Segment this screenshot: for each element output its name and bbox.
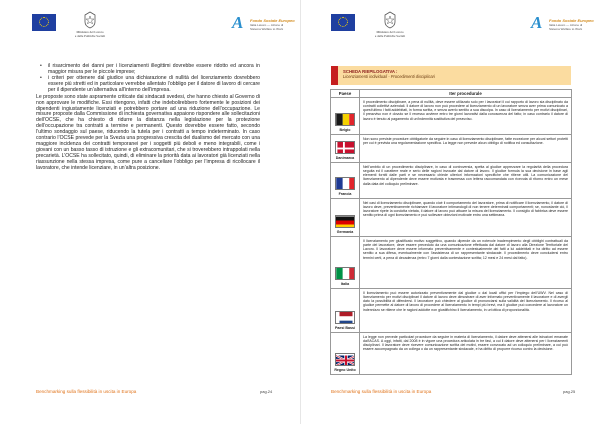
- republic-caption-line-2: e delle Politiche Sociali: [74, 33, 106, 38]
- republic-emblem-logo: [83, 11, 97, 29]
- uk-flag-icon: [335, 353, 355, 366]
- column-header-country: Paese: [331, 90, 360, 98]
- denmark-flag-icon: [335, 141, 355, 154]
- country-cell: [331, 237, 360, 289]
- left-body-text: [36, 64, 260, 172]
- italy-flag-icon: [335, 267, 355, 280]
- ao-logo-name: Fondo Sociale Europeo: [549, 18, 594, 23]
- republic-caption-line-2: e delle Politiche Sociali: [374, 33, 406, 38]
- table-row: [331, 333, 572, 375]
- republic-caption: [355, 31, 425, 39]
- country-name: Danimarca: [335, 156, 355, 160]
- table-row: [331, 237, 572, 289]
- country-cell: [331, 333, 360, 375]
- procedure-text: Non sono previste procedure obbligatorie da seguire in caso di licenziamento disciplinare, fatte eccezione per alcuni settori protetti per cui è prevista una regolamentazione specifica. La legge non prevede alcun obbligo di notifica ed consultazione.: [360, 135, 572, 163]
- country-cell: [331, 289, 360, 333]
- belgium-flag-icon: [335, 113, 355, 126]
- country-name: Regno Unito: [334, 368, 356, 372]
- table-header-row: [331, 90, 572, 98]
- list-item: • i criteri per ottenere dal giudice una dichiarazione di nullità del licenziamento dovrebbero essere più stretti ed in particolare verrebbe allentato l’obbligo per il datore di lavoro di cercare per il dipendente un’alternativa all’interno dell’impresa.: [44, 76, 260, 94]
- table-row: [331, 163, 572, 199]
- page-number: pag.25: [563, 389, 576, 394]
- ao-logo-caption: Italia Lavoro — Azione di Sistema Welfare to Work: [549, 23, 583, 31]
- page-number: pag.24: [260, 389, 273, 394]
- procedure-text: Nei casi di licenziamento disciplinare, quando cioè il comportamento del lavoratore, prima di notificare il licenziamento, il datore di lavoro deve, preventivamente richiamare il lavoratore intimandogli di non tenere determinati comportamenti; se, nonostante ciò, il lavoratore ripete la condotta vietata, il datore di lavoro può attuare la misura del licenziamento. Il consiglio di fabbrica deve essere sentito prima di ogni licenziamento e può sollevare obiezioni motivate entro una settimana.: [360, 199, 572, 237]
- country-name: Italia: [340, 282, 350, 286]
- country-cell: [331, 199, 360, 237]
- republic-caption-line-1: Ministero del Lavoro: [76, 30, 104, 34]
- germany-flag-icon: [335, 215, 355, 228]
- republic-caption-line-1: Ministero del Lavoro: [376, 30, 404, 34]
- eu-flag-logo: [32, 14, 56, 31]
- procedure-text: La legge non prevede particolari procedure da seguire in materia di licenziamento, il datore deve attenersi alle istruzioni emanate dall’ACAS. A oggi, infatti, dal 2008 è in vigore una procedura articolata in tre fasi, a cui il datore deve attenersi per i licenziamenti disciplinari. Il lavoratore deve ricevere comunicazione scritta dei motivi, essere convocato ad un colloquio preliminare, a cui può essere accompagnato da un collega o da un rappresentante sindacale, e ha diritto di proporre ricorso contro la decisione.: [360, 333, 572, 375]
- netherlands-flag-icon: [335, 311, 355, 324]
- body-paragraph: Le proposte sono state aspramente criticate dai sindacati svedesi, che hanno chiesto al Governo di non approvare le modifiche. Essi ritengono, infatti che indebolirebbero fortemente le posizioni dei dipendenti ingiustamente licenziati e potrebbero portare ad una riduzione dell’occupazione. Le misure proposte dalla Commissione di inchiesta governativa appaiono rispondere alle sollecitazioni dell’OCSE, che ha chiesto di ridurre la distanza nella legislazione per la protezione dell’occupazione tra contratti a termine e permanenti. Questo dovrebbe essere fatto, secondo l’ultimo sondaggio sul paese, riducendo la tutela per i contratti a tempo indeterminato. In caso contrario l’OCSE prevede per la Svezia una progressiva crescita del dualismo del mercato con una maggiore incidenza dei contratti temporanei per i soggetti più deboli e meno integrabili, come i giovani con un basso tasso di istruzione e gli extracomunitari, che si troverebbero intrappolati nella precarietà. L’OCSE ha sollecitato, quindi, di eliminare la priorità data ai lavoratori già licenziati nella riassunzione nella stessa impresa, come pure a cancellare l’obbligo per l’impresa di ricollocare il lavoratore, che intende licenziare, in un’altra posizione.: [36, 93, 260, 171]
- country-cell: [331, 163, 360, 199]
- ao-mark-icon: A: [232, 13, 243, 32]
- country-name: Germania: [336, 230, 354, 234]
- ao-mark-icon: A: [531, 13, 542, 32]
- list-item: • il risarcimento dei danni per i licenziamenti illegittimi dovrebbe essere ridotto ed ancora in maggior misura per le piccole imprese;: [44, 64, 260, 76]
- table-row: [331, 135, 572, 163]
- country-name: Paesi Bassi: [335, 326, 355, 330]
- table-row: [331, 98, 572, 135]
- table-row: [331, 199, 572, 237]
- republic-caption: [55, 31, 125, 39]
- country-cell: [331, 98, 360, 135]
- summary-sheet-header: [331, 66, 571, 85]
- table-row: [331, 289, 572, 333]
- country-name: Francia: [338, 192, 352, 196]
- ao-logo: [232, 13, 295, 39]
- procedure-text: Il licenziamento per giustificato motivo soggettivo, quando dipende da un notevole inadempimento degli obblighi contrattuali da parte del lavoratore, deve essere preceduto da una comunicazione effettuata dal datore di lavoro alla Direzione Territoriale del Lavoro. Il lavoratore deve essere informato preventivamente e contestualmente dei fatti a lui addebitati e ha diritto ad essere sentito a sua difesa, eventualmente con l’assistenza di un rappresentante sindacale. Il procedimento deve concludersi entro termini certi, a pena di decadenza (entro 7 giorni dalla contestazione scritta; 12 mesi e 24 mesi dal fatto).: [360, 237, 572, 289]
- sheet-subtitle: Licenziamenti individuali - Procedimenti disciplinari: [343, 74, 435, 79]
- procedure-text: Il licenziamento può essere autorizzato preventivamente dal giudice o dai locali uffici per l’impiego dell’UWV. Nel caso di licenziamento per motivi disciplinari il datore di lavoro deve dimostrare di aver informato preventivamente il lavoratore e di avergli dato la possibilità di difendersi. Il lavoratore può chiedere al giudice di pronunciarsi sulla validità del licenziamento. Il ricorso al giudice permette al datore di lavoro di procedere al licenziamento in tempi più brevi, ma il giudice può concedere al lavoratore un indennizzo se ritiene che le ragioni addotte non giustifichino il licenziamento, in un’ottica di proporzionalità.: [360, 289, 572, 333]
- country-cell: [331, 135, 360, 163]
- sheet-title: SCHEDA RIEPILOGATIVA :: [343, 69, 398, 74]
- procedures-table: [330, 89, 572, 375]
- ao-logo-name: Fondo Sociale Europeo: [250, 18, 295, 23]
- footer-title: Benchmarking sulla flessibilità in uscita in Europa: [36, 389, 137, 394]
- eu-flag-logo: [331, 14, 355, 31]
- procedure-text: Nell’ambito di un procedimento disciplinare, in caso di controversia, spetta al giudice apprezzare la regolarità della procedura seguita ed il carattere reale e serio delle ragioni invocate dal datore di lavoro. Il giudice formula la sua decisione in base agli elementi forniti dalle parti e se necessario chiede ulteriori informazioni specifiche che ritiene utili. La comunicazione del licenziamento al dipendente deve essere motivata e trasmessa con lettera raccomandata con ricevuta di ritorno entro un mese dalla data del colloquio preliminare.: [360, 163, 572, 199]
- country-name: Belgio: [339, 128, 351, 132]
- bullet-list: [44, 64, 260, 94]
- ao-logo-caption: Italia Lavoro — Azione di Sistema Welfare to Work: [250, 23, 284, 31]
- republic-emblem-logo: [383, 11, 397, 29]
- procedure-text: Il procedimento disciplinare, a pena di nullità, deve essere utilizzato solo per i lavoratori il cui rapporto di lavoro sia disciplinato da contratti collettivi aziendali. Il datore di lavoro non può procedere al licenziamento di un lavoratore senza aver prima comunicato a quest’ultimo i fatti addebitati, in forma scritta, e senza averlo sentito a sua discolpa. In caso di licenziamento per motivi disciplinari, il preavviso non è dovuto se il recesso avviene entro tre giorni lavorativi dalla conoscenza del fatto; in caso contrario il datore di lavoro è tenuto al pagamento di un’indennità sostitutiva del preavviso.: [360, 98, 572, 135]
- ao-logo: [531, 13, 594, 39]
- footer-title: Benchmarking sulla flessibilità in uscita in Europa: [331, 389, 432, 394]
- france-flag-icon: [335, 177, 355, 190]
- column-header-procedure: Iter procedurale: [360, 90, 572, 98]
